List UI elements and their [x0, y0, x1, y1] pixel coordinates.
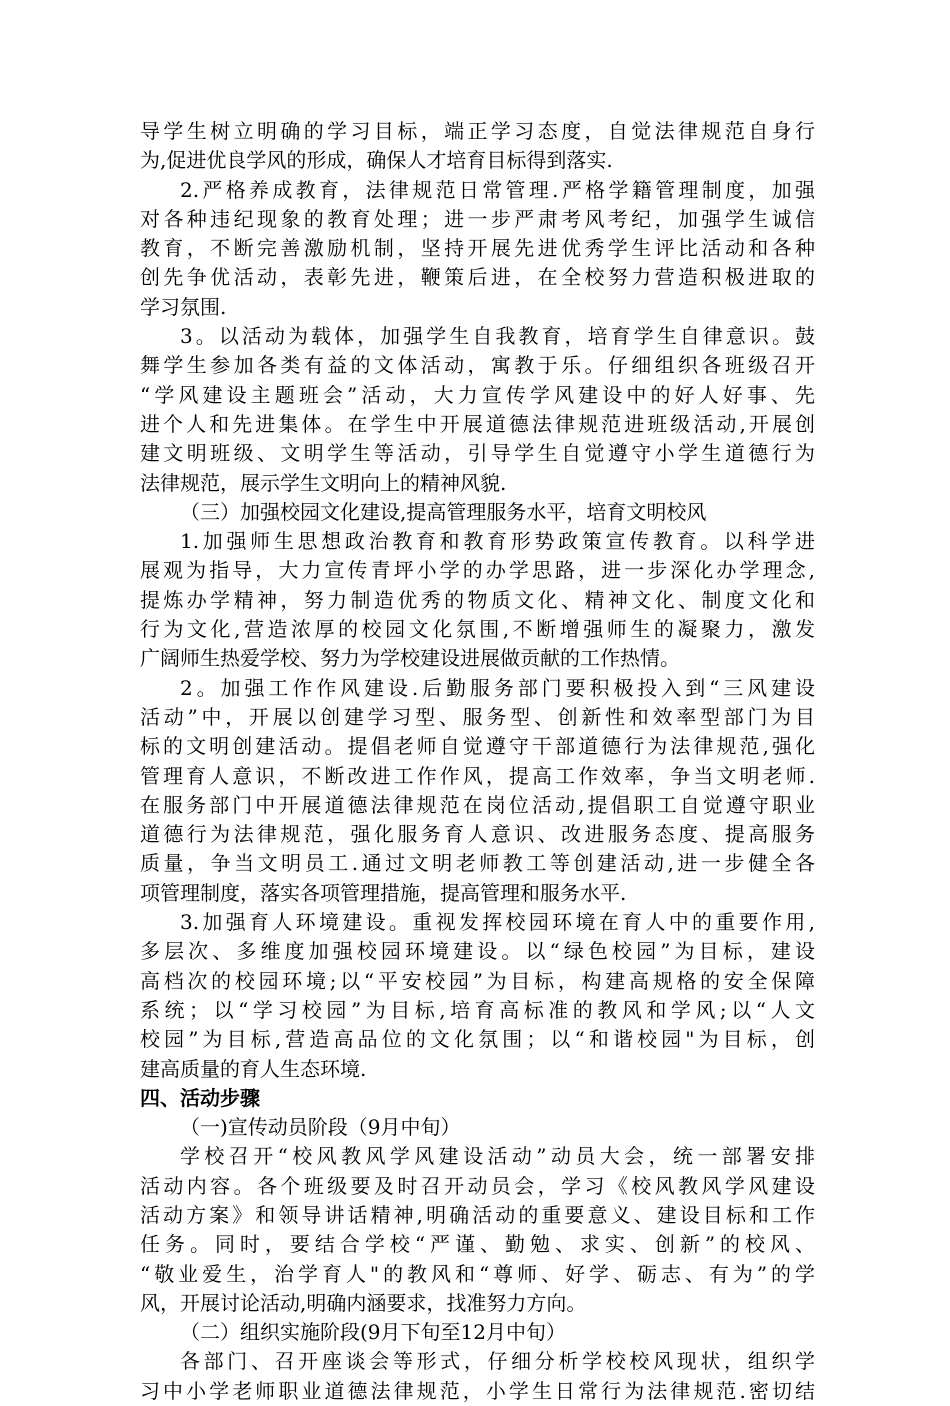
text-line: 建高质量的育人生态环境.: [140, 1056, 367, 1081]
text-line: 在服务部门中开展道德法律规范在岗位活动,提倡职工自觉遵守职业: [140, 792, 815, 817]
text-line: 舞学生参加各类有益的文体活动，寓教于乐。仔细组织各班级召开: [140, 353, 815, 378]
text-line: 教育，不断完善激励机制，坚持开展先进优秀学生评比活动和各种: [140, 236, 815, 261]
text-line: 2。加强工作作风建设.后勤服务部门要积极投入到“三风建设: [180, 675, 815, 700]
text-line: 提炼办学精神，努力制造优秀的物质文化、精神文化、制度文化和: [140, 587, 815, 612]
text-line: 展观为指导，大力宣传青坪小学的办学思路，进一步深化办学理念,: [140, 558, 815, 583]
text-line: 道德行为法律规范，强化服务育人意识、改进服务态度、提高服务: [140, 822, 815, 847]
text-line: 广阔师生热爱学校、努力为学校建设进展做贡献的工作热情。: [140, 646, 680, 671]
text-line: 活动”中，开展以创建学习型、服务型、创新性和效率型部门为目: [140, 704, 815, 729]
text-line: “敬业爱生，治学育人"的教风和“尊师、好学、砺志、有为”的学: [140, 1261, 815, 1286]
text-line: 项管理制度，落实各项管理措施，提高管理和服务水平.: [140, 880, 627, 905]
text-line: （二）组织实施阶段(9月下旬至12月中旬）: [180, 1320, 566, 1345]
text-line: 习中小学老师职业道德法律规范，小学生日常行为法律规范.密切结: [140, 1378, 815, 1403]
text-line: 质量，争当文明员工.通过文明老师教工等创建活动,进一步健全各: [140, 851, 815, 876]
text-line: 3.加强育人环境建设。重视发挥校园环境在育人中的重要作用,: [180, 910, 815, 935]
text-line: （三）加强校园文化建设,提高管理服务水平，培育文明校风: [180, 499, 707, 524]
text-line: 各部门、召开座谈会等形式，仔细分析学校校风现状，组织学: [180, 1349, 815, 1374]
text-line: 校园”为目标,营造高品位的文化氛围；以“和谐校园"为目标，创: [140, 1027, 815, 1052]
text-line: 高档次的校园环境;以“平安校园”为目标，构建高规格的安全保障: [140, 968, 815, 993]
text-line: 活动内容。各个班级要及时召开动员会，学习《校风教风学风建设: [140, 1173, 815, 1198]
text-line: 1.加强师生思想政治教育和教育形势政策宣传教育。以科学进: [180, 529, 815, 554]
text-line: 3。以活动为载体，加强学生自我教育，培育学生自律意识。鼓: [180, 324, 815, 349]
text-line: 建文明班级、文明学生等活动，引导学生自觉遵守小学生道德行为: [140, 441, 815, 466]
text-line: 活动方案》和领导讲话精神,明确活动的重要意义、建设目标和工作: [140, 1202, 815, 1227]
text-line: 法律规范，展示学生文明向上的精神风貌.: [140, 470, 507, 495]
text-line: 对各种违纪现象的教育处理；进一步严肃考风考纪，加强学生诚信: [140, 206, 815, 231]
text-line: 系统；以“学习校园”为目标,培育高标准的教风和学风;以“人文: [140, 997, 815, 1022]
section-heading: 四、活动步骤: [140, 1085, 260, 1110]
text-line: 任务。同时，要结合学校“严谨、勤勉、求实、创新”的校风、: [140, 1232, 815, 1257]
text-line: 行为文化,营造浓厚的校园文化氛围,不断增强师生的凝聚力，激发: [140, 617, 815, 642]
text-line: （一)宣传动员阶段（9月中旬）: [180, 1115, 461, 1140]
text-line: “学风建设主题班会”活动，大力宣传学风建设中的好人好事、先: [140, 382, 815, 407]
text-line: 为,促进优良学风的形成，确保人才培育目标得到落实.: [140, 148, 613, 173]
text-line: 2.严格养成教育，法律规范日常管理.严格学籍管理制度，加强: [180, 177, 815, 202]
text-line: 导学生树立明确的学习目标，端正学习态度，自觉法律规范自身行: [140, 119, 815, 143]
document-body: [140, 117, 815, 1406]
text-line: 学习氛围.: [140, 294, 227, 319]
text-line: 多层次、多维度加强校园环境建设。以“绿色校园”为目标，建设: [140, 939, 815, 964]
text-line: 创先争优活动，表彰先进，鞭策后进，在全校努力营造积极进取的: [140, 265, 815, 290]
text-line: 学校召开“校风教风学风建设活动”动员大会，统一部署安排: [180, 1144, 815, 1169]
text-line: 进个人和先进集体。在学生中开展道德法律规范进班级活动,开展创: [140, 411, 815, 436]
text-line: 管理育人意识，不断改进工作作风，提高工作效率，争当文明老师.: [140, 763, 815, 788]
text-line: 风，开展讨论活动,明确内涵要求，找准努力方向。: [140, 1290, 587, 1315]
text-line: 标的文明创建活动。提倡老师自觉遵守干部道德行为法律规范,强化: [140, 734, 815, 759]
